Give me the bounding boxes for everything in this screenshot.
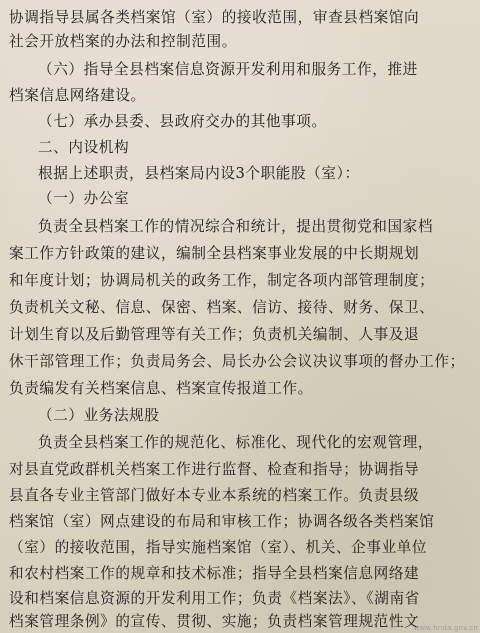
text-line: （七）承办县委、县政府交办的其他事项。 (38, 113, 327, 130)
subsection-heading: （二）业务法规股 (38, 407, 160, 424)
text-line: 协调指导县属各类档案馆（室）的接收范围，审查县档案馆向 (9, 9, 420, 26)
text-line: （室）的接收范围，指导实施档案馆（室）、机关、企事业单位 (9, 539, 428, 556)
text-line: 县直各专业主管部门做好本专业本系统的档案工作。负责县级 (9, 487, 420, 504)
text-line: 对县直党政群机关档案工作进行监督、检查和指导；协调指导 (9, 461, 420, 478)
subsection-heading: （一）办公室 (38, 190, 130, 207)
text-line: 档案管理条例》的宣传、贯彻、实施；负责档案管理规范性文 (9, 613, 420, 630)
text-line: 社会开放档案的办法和控制范围。 (9, 33, 237, 50)
text-line: 和年度计划；协调局机关的政务工作，制定各项内部管理制度； (9, 272, 435, 289)
section-heading: 二、内设机构 (38, 139, 130, 156)
text-line: 负责编发有关档案信息、档案宣传报道工作。 (9, 380, 313, 397)
text-line: 设和档案信息资源的开发利用工作；负责《档案法》、《湖南省 (9, 590, 420, 607)
site-watermark: www.hnda.gov.cn (413, 624, 478, 632)
text-line: 负责机关文秘、信息、保密、档案、信访、接待、财务、保卫、 (9, 299, 435, 316)
text-line: 休干部管理工作；负责局务会、局长办公会议决议事项的督办工作； (9, 353, 465, 370)
text-line: 计划生育以及后勤管理等有关工作；负责机关编制、人事及退 (9, 326, 420, 343)
text-line: 档案信息网络建设。 (9, 87, 146, 104)
text-line: 负责全县档案工作的规范化、标准化、现代化的宏观管理， (38, 434, 434, 451)
text-line: 案工作方针政策的建议，编制全县档案事业发展的中长期规划 (9, 245, 420, 262)
text-line: 和农村档案工作的规章和技术标准；指导全县档案信息网络建 (9, 565, 420, 582)
text-line: 档案馆（室）网点建设的布局和审核工作；协调各级各类档案馆 (9, 513, 435, 530)
text-line: 负责全县档案工作的情况综合和统计，提出贯彻党和国家档 (38, 218, 434, 235)
text-line: （六）指导全县档案信息资源开发利用和服务工作，推进 (38, 61, 418, 78)
text-line: 根据上述职责，县档案局内设3个职能股（室）： (38, 165, 360, 182)
